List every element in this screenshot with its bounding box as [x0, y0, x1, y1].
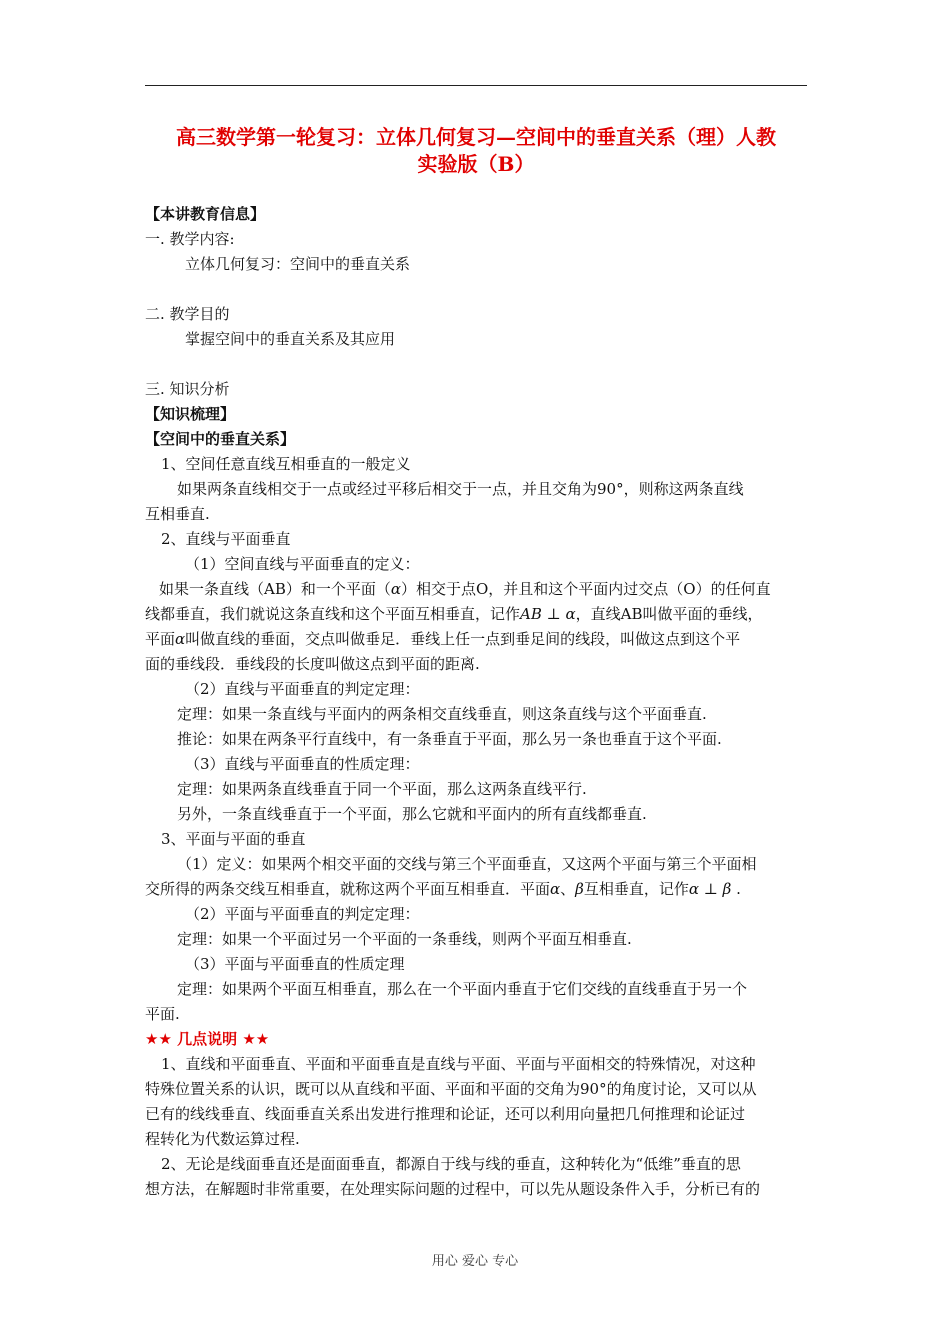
- item-2-2-corollary: 推论：如果在两条平行直线中，有一条垂直于平面，那么另一条也垂直于这个平面.: [177, 730, 722, 748]
- item-2-3-title: （3）直线与平面垂直的性质定理：: [185, 755, 420, 773]
- item-3-3-theorem-line-1: 定理：如果两个平面互相垂直，那么在一个平面内垂直于它们交线的直线垂直于另一个: [177, 980, 748, 998]
- section-3-heading: 三. 知识分析: [145, 380, 230, 398]
- note-1-line-2: 特殊位置关系的认识，既可以从直线和平面、平面和平面的交角为90°的角度讨论，又可以从: [145, 1080, 757, 1098]
- item-2-def-line-4: 面的垂线段．垂线段的长度叫做这点到平面的距离.: [145, 655, 480, 673]
- item-2-3-theorem: 定理：如果两条直线垂直于同一个平面，那么这两条直线平行.: [177, 780, 587, 798]
- item-3-title: 3、平面与平面的垂直: [161, 830, 306, 848]
- section-2-body: 掌握空间中的垂直关系及其应用: [185, 330, 396, 348]
- document-body: [145, 202, 810, 1202]
- title-line-1: 高三数学第一轮复习：立体几何复习—空间中的垂直关系（理）人教: [176, 125, 776, 149]
- item-2-title: 2、直线与平面垂直: [161, 530, 291, 548]
- item-3-1-line-2: 交所得的两条交线互相垂直，就称这两个平面互相垂直．平面α、β互相垂直，记作α ⊥ β .: [145, 880, 741, 898]
- item-1-line-1: 如果两条直线相交于一点或经过平移后相交于一点，并且交角为90°，则称这两条直线: [177, 480, 744, 498]
- page-footer: 用心 爱心 专心: [431, 1254, 519, 1269]
- item-2-1-title: （1）空间直线与平面垂直的定义：: [185, 555, 420, 573]
- note-1-line-4: 程转化为代数运算过程.: [145, 1130, 300, 1148]
- notes-heading: ★★ 几点说明 ★★: [145, 1030, 270, 1048]
- document-title: [140, 124, 812, 178]
- section-1-body: 立体几何复习：空间中的垂直关系: [185, 255, 411, 273]
- item-3-2-title: （2）平面与平面垂直的判定定理：: [185, 905, 420, 923]
- item-3-3-title: （3）平面与平面垂直的性质定理: [185, 955, 405, 973]
- item-3-1-line-1: （1）定义：如果两个相交平面的交线与第三个平面垂直，又这两个平面与第三个平面相: [177, 855, 757, 873]
- note-2-line-2: 想方法，在解题时非常重要，在处理实际问题的过程中，可以先从题设条件入手，分析已有的: [145, 1180, 761, 1198]
- item-2-def-line-3: 平面α叫做直线的垂面，交点叫做垂足．垂线上任一点到垂足间的线段，叫做这点到这个平: [145, 630, 741, 648]
- item-1-line-2: 互相垂直.: [145, 505, 210, 523]
- item-3-3-theorem-line-2: 平面.: [145, 1005, 180, 1023]
- perpendicular-relations-heading: 【空间中的垂直关系】: [145, 430, 296, 448]
- note-1-line-1: 1、直线和平面垂直、平面和平面垂直是直线与平面、平面与平面相交的特殊情况，对这种: [161, 1055, 756, 1073]
- header-rule: [145, 85, 807, 86]
- section-info-heading: 【本讲教育信息】: [145, 205, 266, 223]
- title-line-2: 实验版（B）: [417, 152, 535, 176]
- section-2-heading: 二. 教学目的: [145, 305, 230, 323]
- note-1-line-3: 已有的线线垂直、线面垂直关系出发进行推理和论证，还可以利用向量把几何推理和论证过: [145, 1105, 746, 1123]
- item-3-2-theorem: 定理：如果一个平面过另一个平面的一条垂线，则两个平面互相垂直.: [177, 930, 632, 948]
- item-1-title: 1、空间任意直线互相垂直的一般定义: [161, 455, 411, 473]
- item-2-def-line-1: 如果一条直线（AB）和一个平面（α）相交于点O，并且和这个平面内过交点（O）的任何直: [159, 580, 771, 598]
- knowledge-summary-heading: 【知识梳理】: [145, 405, 236, 423]
- item-2-2-title: （2）直线与平面垂直的判定定理：: [185, 680, 420, 698]
- item-2-2-theorem: 定理：如果一条直线与平面内的两条相交直线垂直，则这条直线与这个平面垂直.: [177, 705, 707, 723]
- item-2-3-note: 另外，一条直线垂直于一个平面，那么它就和平面内的所有直线都垂直.: [177, 805, 647, 823]
- item-2-def-line-2: 线都垂直，我们就说这条直线和这个平面互相垂直，记作AB ⊥ α，直线AB叫做平面的垂线，: [145, 605, 763, 623]
- section-1-heading: 一. 教学内容:: [145, 230, 235, 248]
- note-2-line-1: 2、无论是线面垂直还是面面垂直，都源自于线与线的垂直，这种转化为“低维”垂直的思: [161, 1155, 741, 1173]
